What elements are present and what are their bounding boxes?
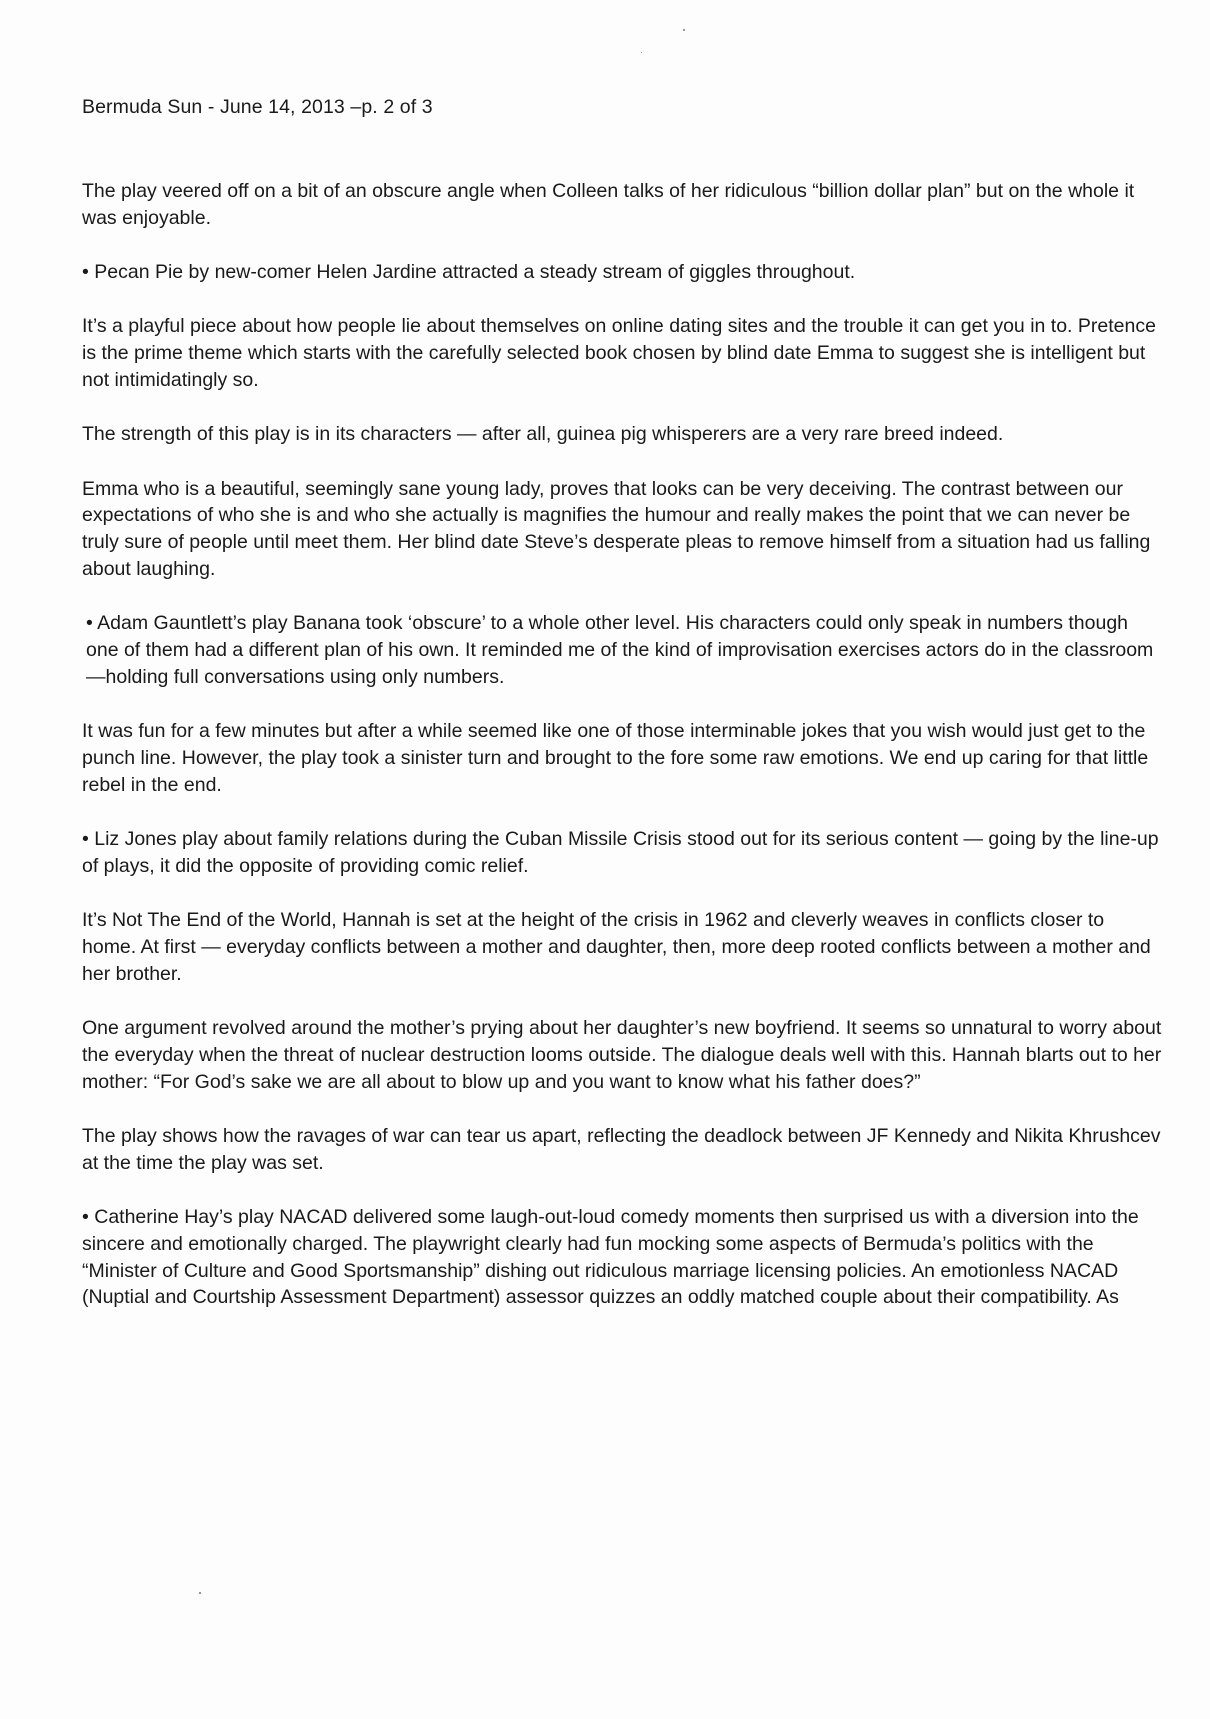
paragraph: It’s Not The End of the World, Hannah is set at the height of the crisis in 1962 and cleverly weaves in conflicts closer to home. At first — everyday conflicts between a mother and daughter, then, more deep rooted conflicts between a mother and her brother.: [82, 909, 1151, 985]
paragraph: It was fun for a few minutes but after a while seemed like one of those interminable jokes that you wish would just get to the punch line. However, the play took a sinister turn and brought to the fore some raw emotions. We end up caring for that little rebel in the end.: [82, 720, 1149, 796]
document-body: [82, 178, 1162, 1339]
scan-speck: [199, 1592, 201, 1594]
paragraph: Emma who is a beautiful, seemingly sane young lady, proves that looks can be very deceiving. The contrast between our expectations of who she is and who she actually is magnifies the humour and really makes the point that we can never be truly sure of people until meet them. Her blind date Steve’s desperate pleas to remove himself from a situation had us falling about laughing.: [82, 477, 1151, 580]
paragraph: The play veered off on a bit of an obscure angle when Colleen talks of her ridiculous “billion dollar plan” but on the whole it was enjoyable.: [82, 180, 1135, 229]
scan-speck: [683, 29, 685, 31]
paragraph: • Pecan Pie by new-comer Helen Jardine attracted a steady stream of giggles throughout.: [82, 261, 856, 284]
paragraph: • Catherine Hay’s play NACAD delivered some laugh-out-loud comedy moments then surprised us with a diversion into the sincere and emotionally charged. The playwright clearly had fun mocking some aspects of Bermuda’s politics with the “Minister of Culture and Good Sportsmanship” dishing out ridiculous marriage licensing policies. An emotionless NACAD (Nuptial and Courtship Assessment Department) assessor quizzes an oddly matched couple about their compatibility. As: [82, 1206, 1139, 1309]
paragraph: The play shows how the ravages of war can tear us apart, reflecting the deadlock between JF Kennedy and Nikita Khrushcev at the time the play was set.: [82, 1124, 1161, 1174]
document-header: Bermuda Sun - June 14, 2013 –p. 2 of 3: [82, 96, 433, 118]
paragraph: It’s a playful piece about how people lie about themselves on online dating sites and the trouble it can get you in to. Pretence is the prime theme which starts with the carefully selected book chosen by blind date Emma to suggest she is intelligent but not intimidatingly so.: [82, 315, 1156, 391]
paragraph: The strength of this play is in its characters — after all, guinea pig whisperers are a very rare breed indeed.: [82, 423, 1004, 446]
paragraph: • Liz Jones play about family relations during the Cuban Missile Crisis stood out for its serious content — going by the line-up of plays, it did the opposite of providing comic relief.: [82, 828, 1159, 877]
paragraph: One argument revolved around the mother’s prying about her daughter’s new boyfriend. It seems so unnatural to worry about the everyday when the threat of nuclear destruction looms outside. The dialogue deals well with this. Hannah blarts out to her mother: “For God’s sake we are all about to blow up and you want to know what his father does?”: [82, 1017, 1162, 1093]
scan-speck: [641, 52, 642, 53]
paragraph: • Adam Gauntlett’s play Banana took ‘obscure’ to a whole other level. His characters could only speak in numbers though one of them had a different plan of his own. It reminded me of the kind of improvisation exercises actors do in the classroom —holding full conversations using only numbers.: [86, 612, 1154, 688]
